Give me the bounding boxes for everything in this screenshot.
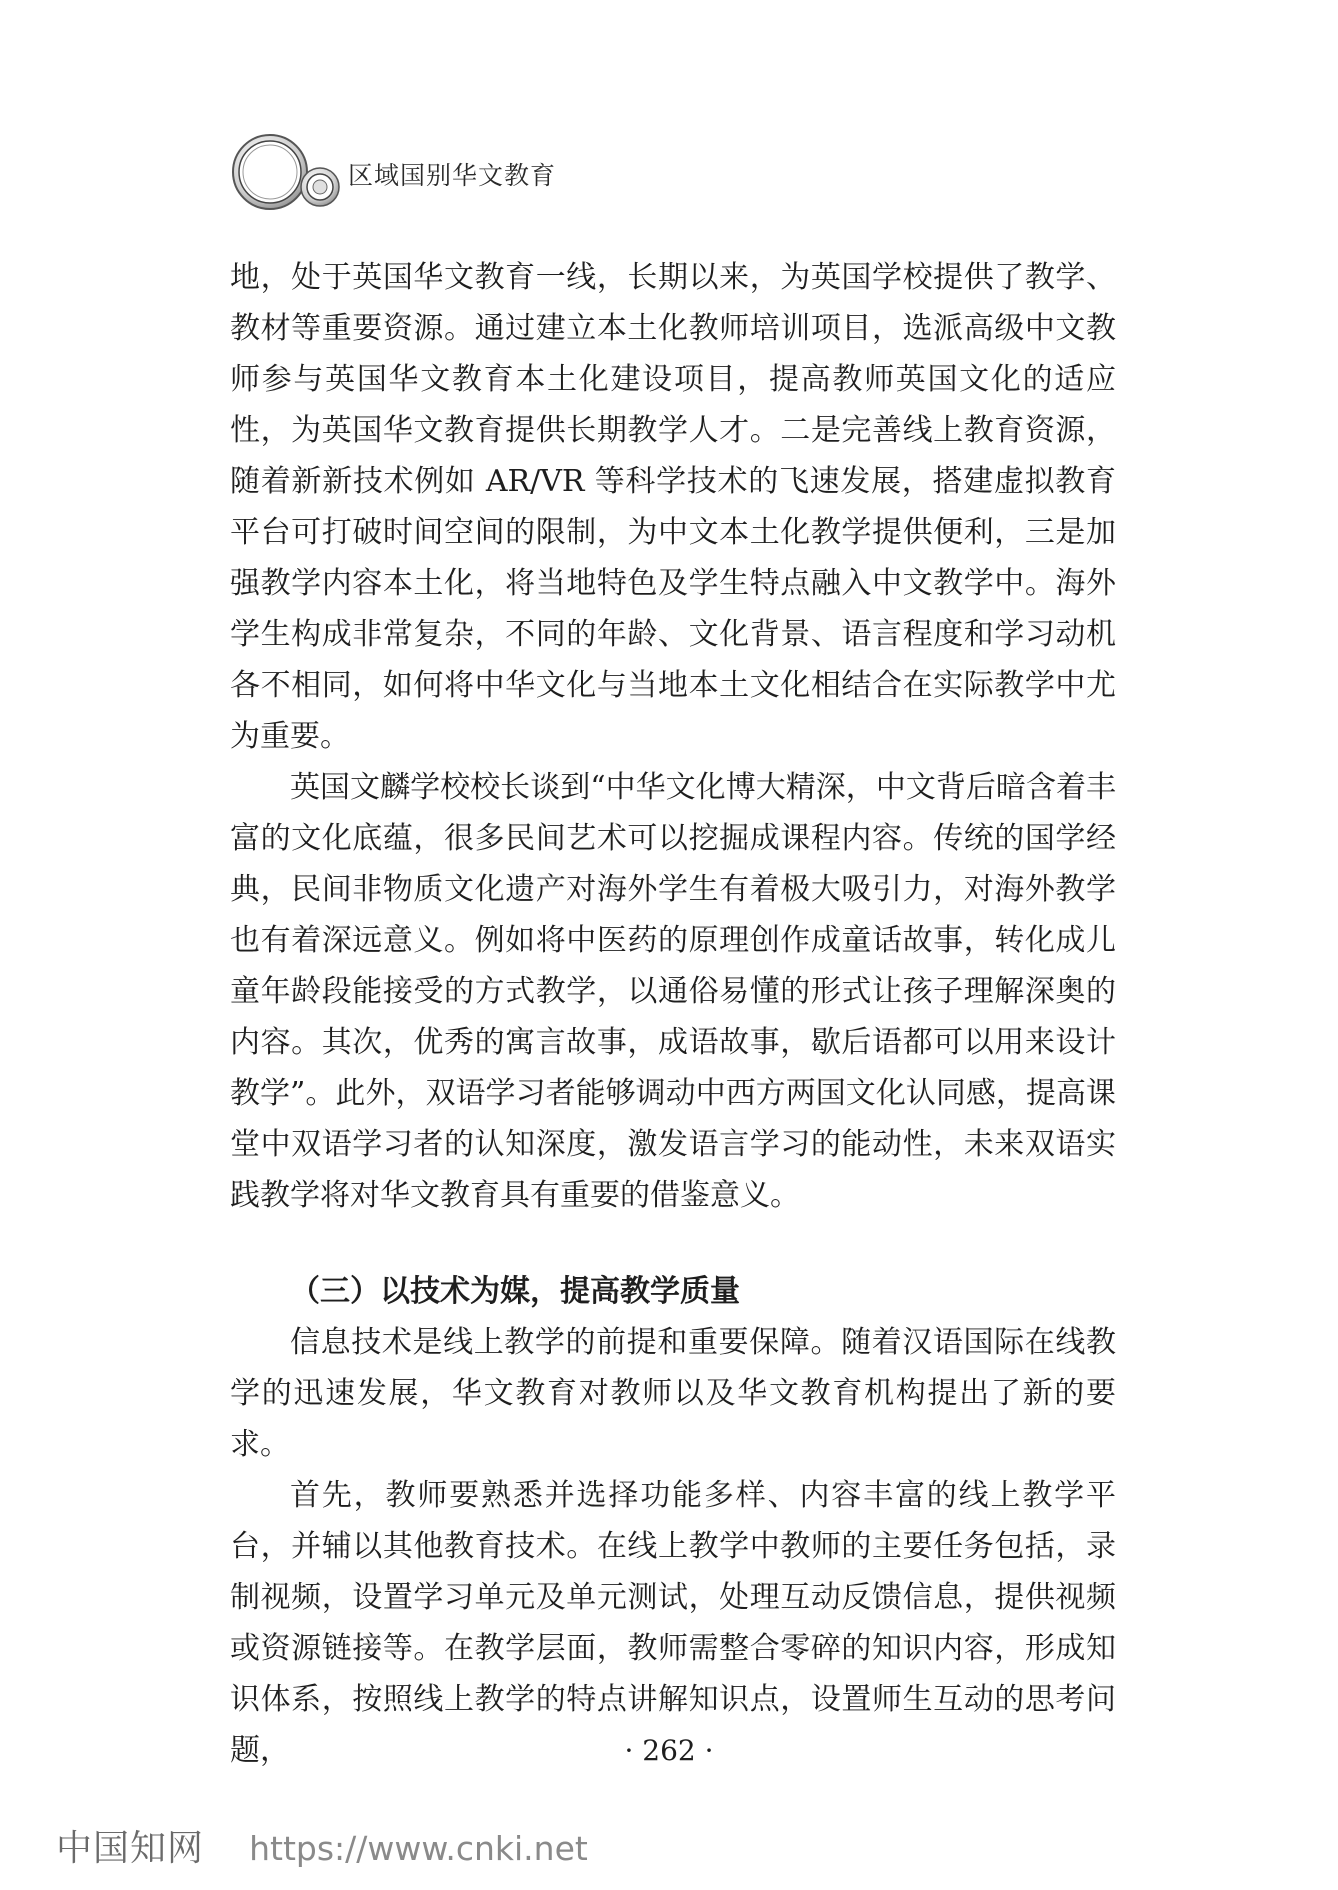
cnki-watermark	[56, 1820, 588, 1871]
paragraph-1: 地，处于英国华文教育一线，长期以来，为英国学校提供了教学、教材等重要资源。通过建立本土化教师培训项目，选派高级中文教师参与英国华文教育本土化建设项目，提高教师英国文化的适应性，为英国华文教育提供长期教学人才。二是完善线上教育资源，随着新新技术例如 AR/VR 等科学技术的飞速发展，搭建虚拟教育平台可打破时间空间的限制，为中文本土化教学提供便利，三是加强教学内容本土化，将当地特色及学生特点融入中文教学中。海外学生构成非常复杂，不同的年龄、文化背景、语言程度和学习动机各不相同，如何将中华文化与当地本土文化相结合在实际教学中尤为重要。	[230, 260, 1116, 754]
page-number: · 262 ·	[624, 1734, 714, 1767]
running-header	[228, 132, 728, 212]
paragraph-3: 信息技术是线上教学的前提和重要保障。随着汉语国际在线教学的迅速发展，华文教育对教师以及华文教育机构提出了新的要求。	[230, 1325, 1116, 1462]
paragraph-4: 首先，教师要熟悉并选择功能多样、内容丰富的线上教学平台，并辅以其他教育技术。在线上教学中教师的主要任务包括，录制视频，设置学习单元及单元测试，处理互动反馈信息，提供视频或资源链接等。在教学层面，教师需整合零碎的知识内容，形成知识体系，按照线上教学的特点讲解知识点，设置师生互动的思考问题，	[230, 1478, 1116, 1768]
cnki-logo-text: 中国知网	[56, 1828, 205, 1869]
section-heading: （三）以技术为媒，提高教学质量	[290, 1274, 740, 1309]
article-body	[230, 252, 1116, 1776]
cnki-url: https://www.cnki.net	[249, 1829, 588, 1868]
concentric-circles-logo-icon	[228, 132, 348, 216]
header-title: 区域国别华文教育	[348, 161, 557, 190]
paragraph-2: 英国文麟学校校长谈到“中华文化博大精深，中文背后暗含着丰富的文化底蕴，很多民间艺术可以挖掘成课程内容。传统的国学经典，民间非物质文化遗产对海外学生有着极大吸引力，对海外教学也有着深远意义。例如将中医药的原理创作成童话故事，转化成儿童年龄段能接受的方式教学，以通俗易懂的形式让孩子理解深奥的内容。其次，优秀的寓言故事，成语故事，歇后语都可以用来设计教学”。此外，双语学习者能够调动中西方两国文化认同感，提高课堂中双语学习者的认知深度，激发语言学习的能动性，未来双语实践教学将对华文教育具有重要的借鉴意义。	[230, 770, 1116, 1213]
